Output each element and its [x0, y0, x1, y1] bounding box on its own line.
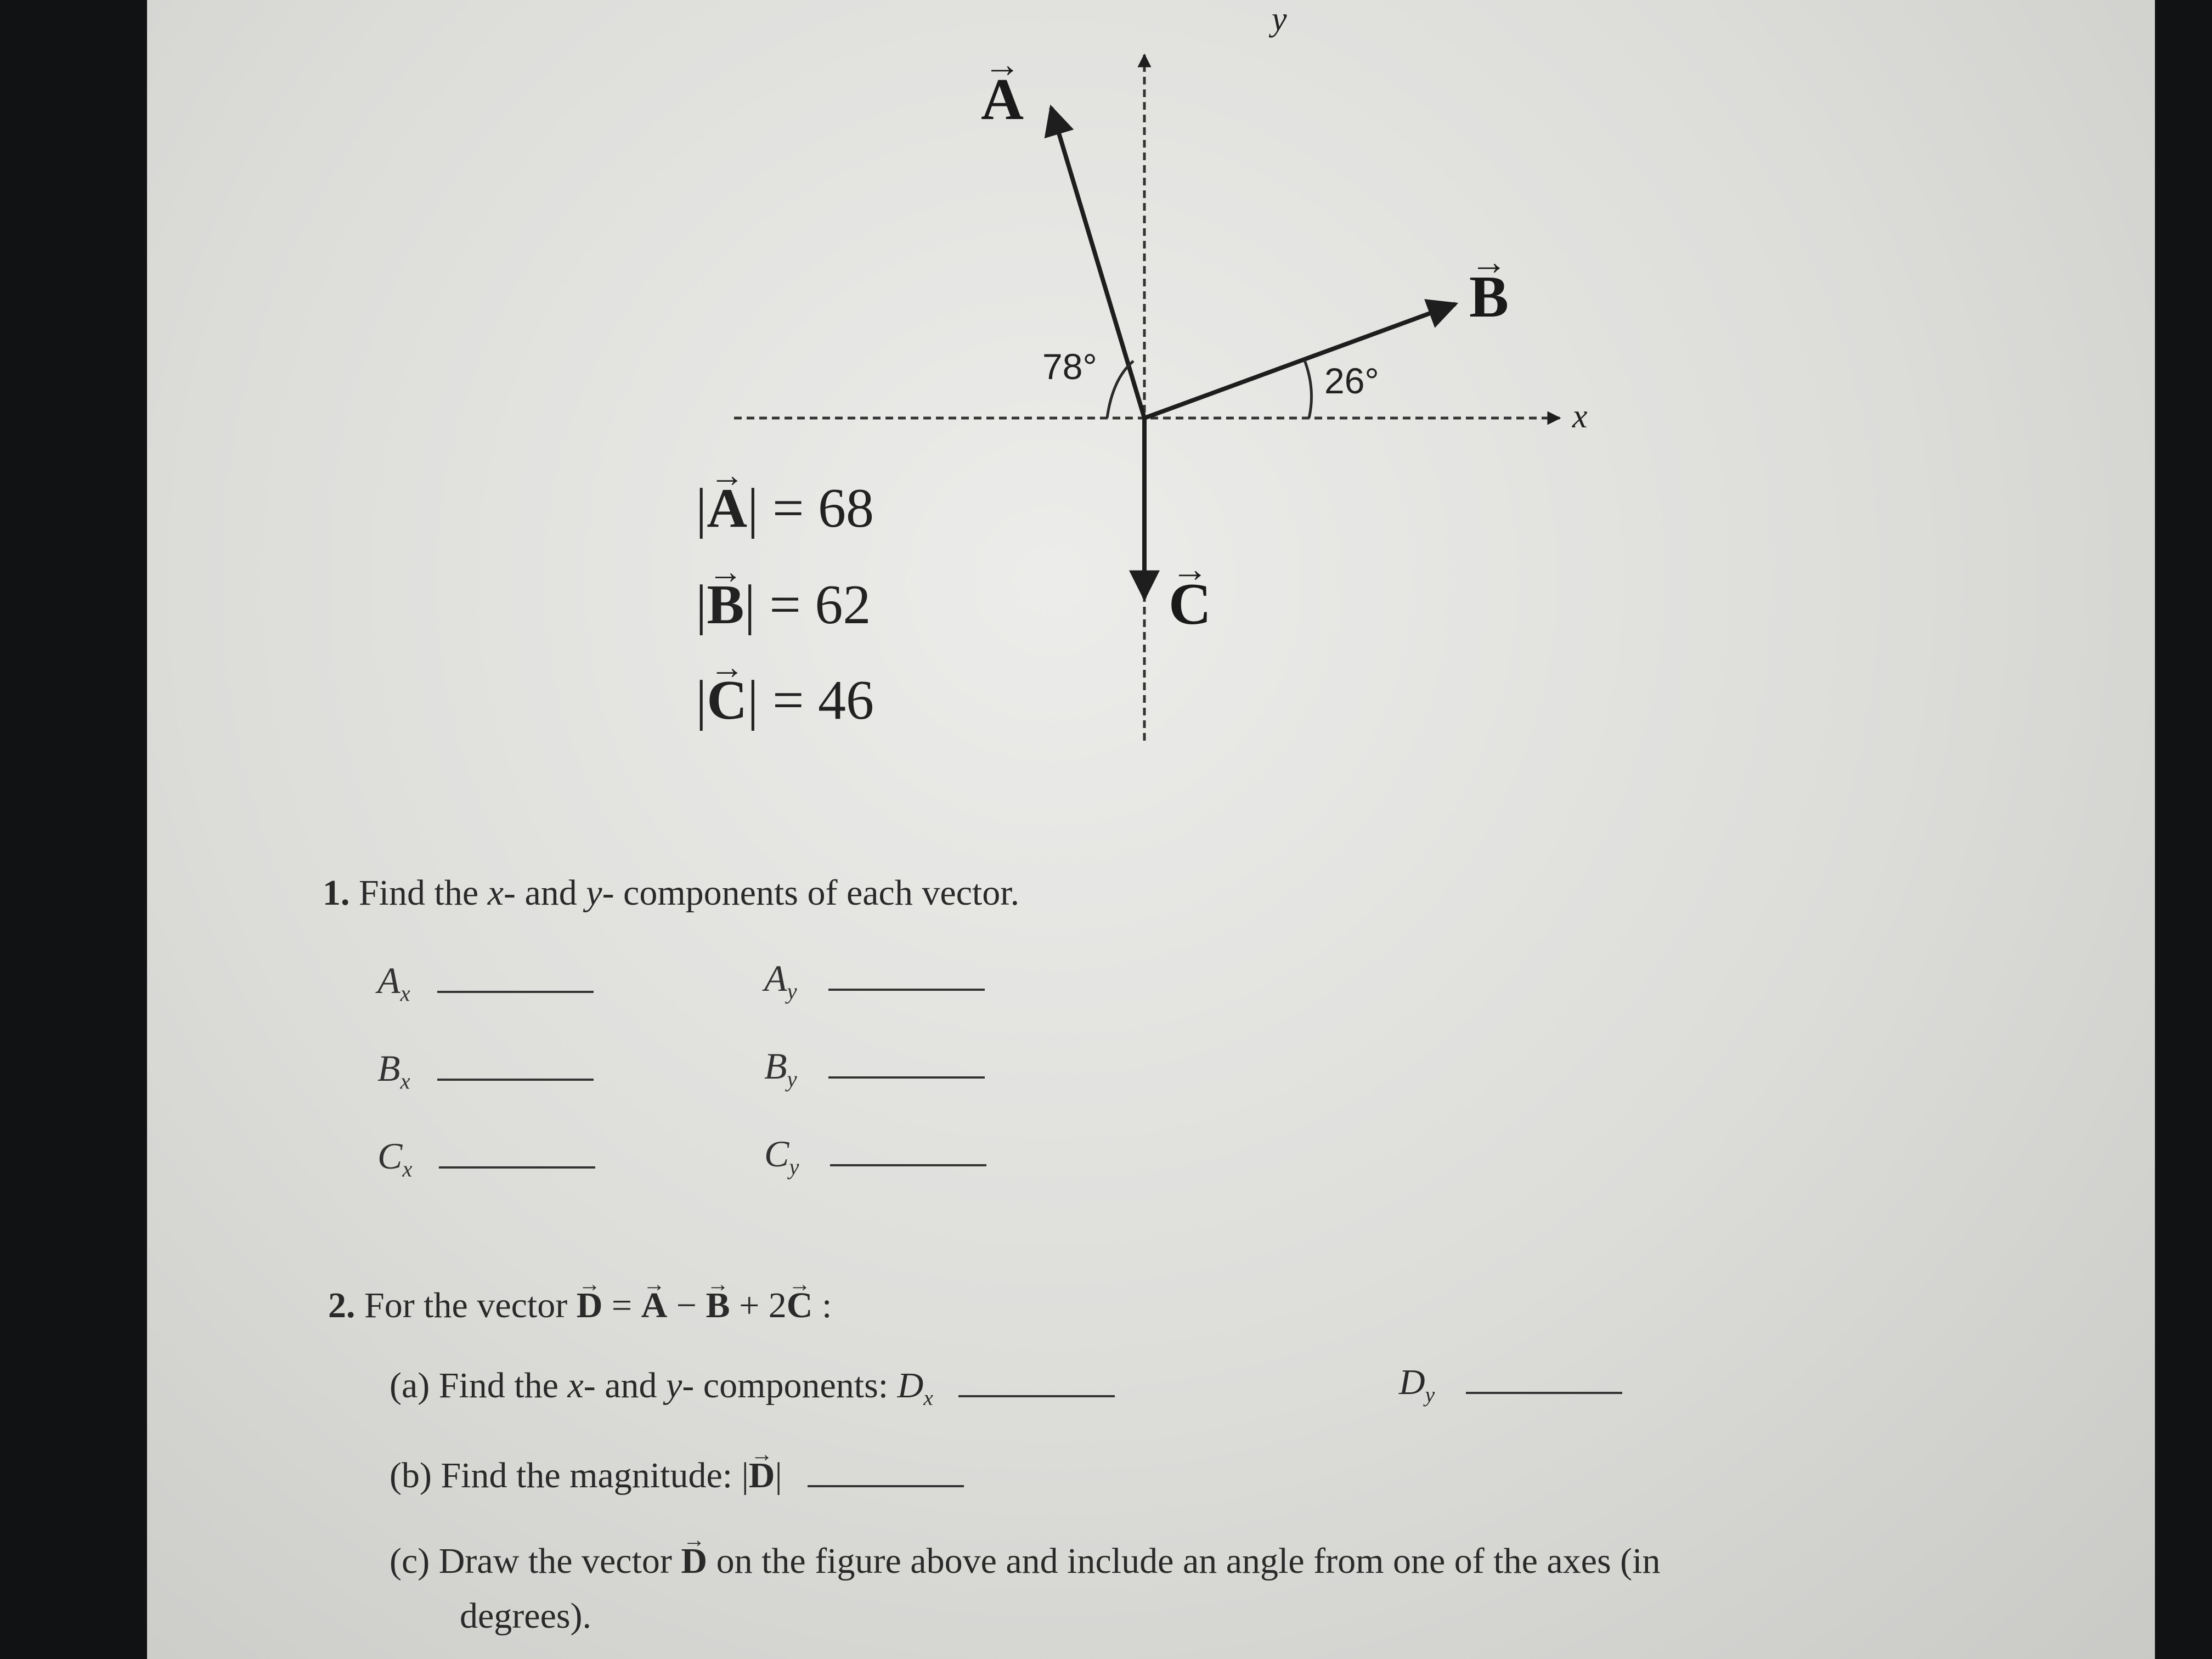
- question-2c-cont: degrees).: [460, 1596, 592, 1636]
- question-2a: (a) Find the x- and y- components: $D_x$: [390, 1365, 1115, 1410]
- question-1-prompt: 1. Find the x- and y- components of each vector.: [323, 873, 1020, 913]
- question-2c: (c) Draw the vector → D on the figure above and include an angle from one of the axes (in: [390, 1541, 1660, 1582]
- blank-d-magnitude[interactable]: [808, 1485, 964, 1487]
- vector-a-label: → A: [981, 66, 1024, 134]
- blank-bx[interactable]: [437, 1079, 594, 1081]
- blank-cy[interactable]: [830, 1164, 986, 1166]
- angle-arc-b: [1305, 360, 1312, 418]
- worksheet-page: [147, 0, 2155, 1659]
- blank-dy[interactable]: [1466, 1392, 1622, 1394]
- component-ax: $A_x$: [377, 959, 594, 1007]
- component-bx: $B_x$: [377, 1047, 594, 1094]
- component-cy: $C_y$: [764, 1132, 986, 1180]
- magnitude-c: |→ C| = 46: [696, 668, 874, 732]
- angle-b-label: 26°: [1324, 360, 1379, 401]
- question-2b: (b) Find the magnitude: |→ D|: [390, 1455, 964, 1497]
- blank-ax[interactable]: [437, 991, 594, 993]
- blank-cx[interactable]: [439, 1166, 595, 1169]
- question-2-prompt: 2. For the vector → D = → A − → B + 2→ C :: [328, 1285, 832, 1327]
- vector-c-label: → C: [1169, 571, 1211, 639]
- angle-a-label: 78°: [1042, 346, 1097, 387]
- blank-dx[interactable]: [958, 1395, 1115, 1397]
- component-by: $B_y$: [764, 1045, 985, 1092]
- magnitude-b: |→ B| = 62: [696, 573, 871, 637]
- blank-ay[interactable]: [828, 989, 985, 991]
- y-axis-label: y: [1272, 1, 1287, 38]
- component-cx: $C_x$: [377, 1135, 595, 1182]
- question-2a-dy: $D_y$: [1399, 1362, 1622, 1407]
- x-axis-label: x: [1572, 398, 1588, 435]
- vector-b-arrow: [1144, 304, 1455, 418]
- component-ay: $A_y$: [764, 957, 985, 1005]
- blank-by[interactable]: [828, 1076, 985, 1079]
- vector-b-label: → B: [1469, 263, 1509, 331]
- magnitude-a: |→ A| = 68: [696, 476, 874, 540]
